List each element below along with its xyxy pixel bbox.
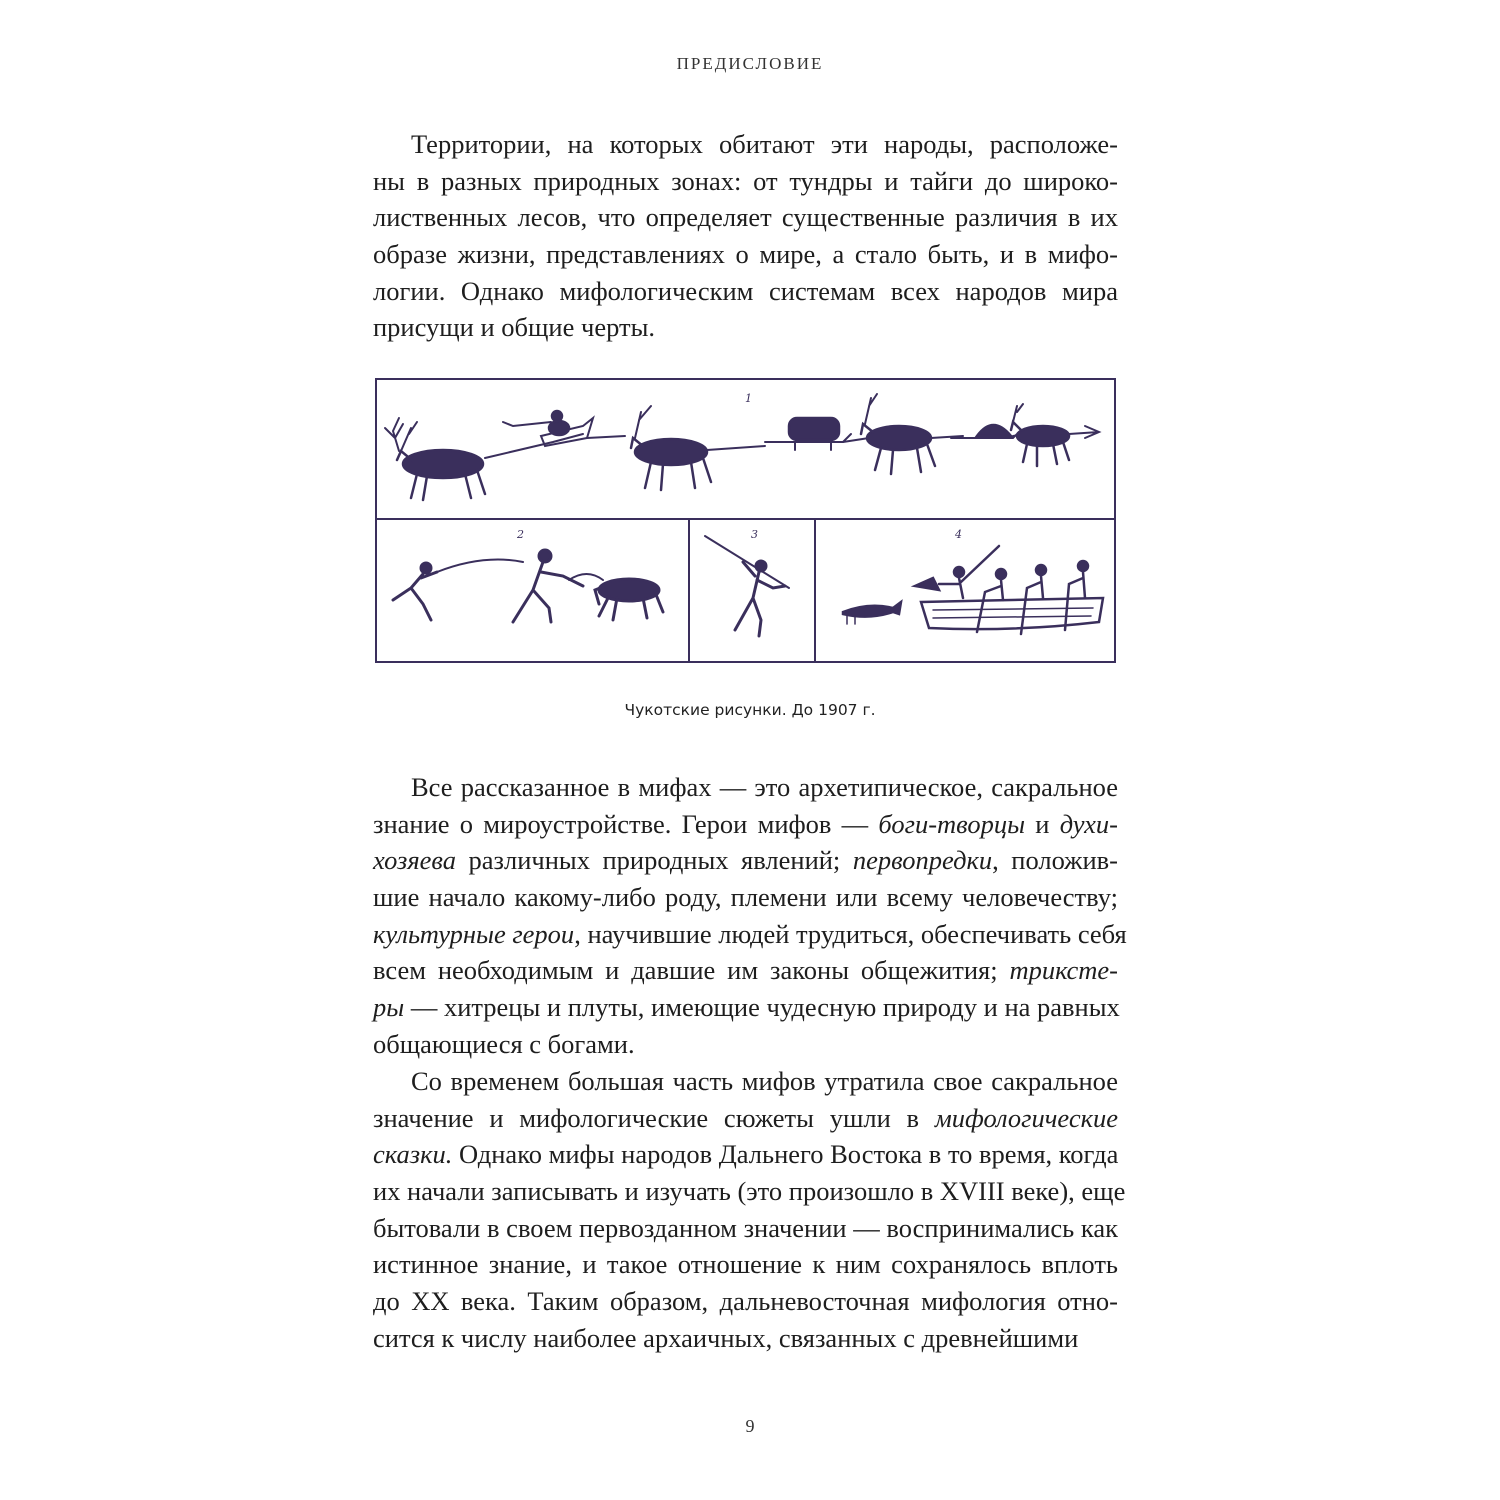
- figure-frame: [376, 379, 1115, 662]
- italic-term: мифологические: [934, 1102, 1118, 1133]
- panel-number-1: 1: [745, 392, 752, 405]
- text-run: присущи и общие черты.: [373, 312, 656, 343]
- text-run: различных природных явлений;: [456, 845, 853, 876]
- text-run: и: [1025, 808, 1060, 839]
- text-run: Территории, на которых обитают эти народы, расположе-: [411, 129, 1118, 159]
- text-line: [373, 769, 1118, 806]
- text-line: [373, 1173, 1126, 1210]
- italic-term: боги-творцы: [878, 808, 1026, 839]
- text-run: , научившие людей трудиться, обеспечивать себя: [574, 918, 1127, 949]
- text-run: общающиеся с богами.: [373, 1028, 635, 1059]
- italic-term: первопредки: [852, 845, 993, 876]
- paragraph-2: [373, 769, 1127, 1063]
- text-run: истинное знание, и такое отношение к ним сохранялось вплоть: [373, 1249, 1118, 1280]
- text-line: [373, 1136, 1118, 1173]
- text-run: сится к числу наиболее архаичных, связанных с древнейшими: [373, 1322, 1079, 1353]
- text-line: [373, 1063, 1118, 1100]
- text-line: [373, 1246, 1118, 1283]
- text-run: до XX века. Таким образом, дальневосточная мифология отно-: [373, 1286, 1118, 1317]
- text-line: [373, 1026, 1118, 1063]
- text-line: [373, 1320, 1118, 1357]
- text-line: [373, 126, 1118, 163]
- italic-term: триксте-: [1009, 955, 1118, 986]
- text-line: [373, 236, 1118, 273]
- text-run: лиственных лесов, что определяет существенные различия в их: [373, 202, 1118, 233]
- paragraph-3: [373, 1063, 1126, 1357]
- text-run: значение и мифологические сюжеты ушли в: [373, 1102, 935, 1133]
- italic-term: духи-: [1059, 808, 1118, 839]
- text-line: [373, 916, 1127, 953]
- text-run: — хитрецы и плуты, имеющие чудесную природу и на равных: [404, 992, 1120, 1023]
- text-run: , положив-: [992, 845, 1118, 876]
- paragraph-1: [373, 126, 1118, 346]
- text-run: их начали записывать и изучать (это произошло в XVIII веке), еще: [373, 1176, 1126, 1207]
- panel-number-4: 4: [955, 528, 962, 541]
- chukchi-drawings-figure: [373, 376, 1118, 665]
- figure-caption: Чукотские рисунки. До 1907 г.: [624, 701, 876, 719]
- text-run: Все рассказанное в мифах — это архетипическое, сакральное: [411, 772, 1118, 802]
- panel-3-spear-hunter: [705, 536, 789, 636]
- text-line: [373, 842, 1118, 879]
- text-line: [373, 273, 1118, 310]
- text-line: [373, 952, 1118, 989]
- text-run: образе жизни, представлениях о мире, а стало быть, и в мифо-: [373, 239, 1118, 270]
- panel-1-reindeer-caravan: [385, 394, 1099, 500]
- page-number: 9: [745, 1416, 755, 1436]
- text-line: [373, 1283, 1118, 1320]
- text-line: [373, 199, 1118, 236]
- text-run: шие начало какому-либо роду, племени или всему человечеству;: [373, 882, 1118, 913]
- text-run: Со временем большая часть мифов утратила свое сакральное: [411, 1066, 1118, 1096]
- text-run: знание о мироустройстве. Герои мифов —: [373, 808, 879, 839]
- text-line: [373, 879, 1118, 916]
- text-run: логии. Однако мифологическим системам всех народов мира: [373, 275, 1118, 306]
- text-run: бытовали в своем первозданном значении — воспринимались как: [373, 1212, 1118, 1243]
- text-line: [373, 989, 1118, 1026]
- panel-number-3: 3: [751, 528, 758, 541]
- text-line: [373, 1210, 1118, 1247]
- text-run: ны в разных природных зонах: от тундры и тайги до широко-: [373, 165, 1118, 196]
- text-line: [373, 806, 1118, 843]
- text-run: Однако мифы народов Дальнего Востока в то время, когда: [452, 1139, 1119, 1170]
- text-line: [373, 309, 1118, 346]
- italic-term: ры: [373, 992, 405, 1023]
- panel-4-boat-whale-hunt: [843, 546, 1103, 634]
- text-line: [373, 163, 1118, 200]
- running-header: ПРЕДИСЛОВИЕ: [676, 54, 824, 73]
- italic-term: культурные герои: [373, 918, 575, 949]
- italic-term: сказки.: [373, 1139, 453, 1170]
- italic-term: хозяева: [373, 845, 456, 876]
- panel-number-2: 2: [517, 528, 524, 541]
- text-run: всем необходимым и давшие им законы общежития;: [373, 955, 1010, 986]
- text-line: [373, 1100, 1118, 1137]
- panel-2-lasso-hunters: [393, 550, 663, 622]
